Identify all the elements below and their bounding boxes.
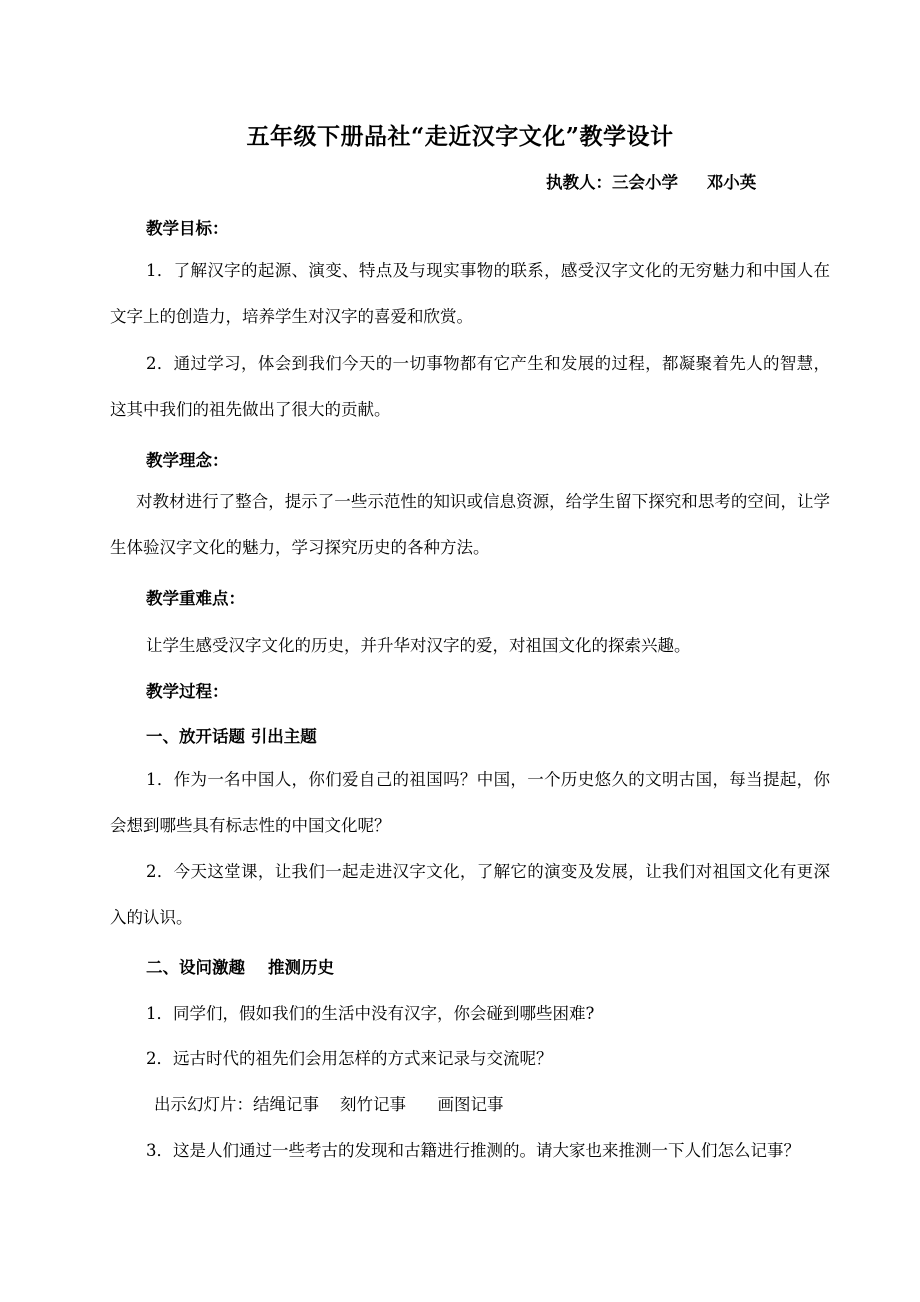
part1-heading: 一、放开话题 引出主题 [146,727,317,746]
goals-heading: 教学目标： [146,219,229,238]
part1-item-2: 2．今天这堂课，让我们一起走进汉字文化，了解它的演变及发展，让我们对祖国文化有更深入的认识。 [110,862,830,927]
keypoints-heading: 教学重难点： [146,589,245,608]
author-line: 执教人：三会小学 邓小英 [546,173,757,192]
part2-item-1: 1．同学们，假如我们的生活中没有汉字，你会碰到哪些困难? [146,1004,595,1023]
part2-item-3: 3．这是人们通过一些考古的发现和古籍进行推测的。请大家也来推测一下人们怎么记事？ [146,1141,800,1160]
document-title: 五年级下册品社“走近汉字文化”教学设计 [246,123,674,150]
goals-item-1: 1．了解汉字的起源、演变、特点及与现实事物的联系，感受汉字文化的无穷魅力和中国人在文字上的创造力，培养学生对汉字的喜爱和欣赏。 [110,261,830,326]
part1-item-1: 1．作为一名中国人，你们爱自己的祖国吗？中国，一个历史悠久的文明古国，每当提起，你会想到哪些具有标志性的中国文化呢？ [110,770,830,835]
part2-item-2: 2．远古时代的祖先们会用怎样的方式来记录与交流呢？ [146,1049,553,1068]
part2-heading: 二、设问激趣 推测历史 [146,958,334,977]
philosophy-heading: 教学理念： [146,451,229,470]
part2-slide-line: 出示幻灯片：结绳记事 刻竹记事 画图记事 [154,1095,504,1114]
goals-item-2: 2．通过学习，体会到我们今天的一切事物都有它产生和发展的过程，都凝聚着先人的智慧，这其中我们的祖先做出了很大的贡献。 [110,354,830,419]
philosophy-text: 对教材进行了整合，提示了一些示范性的知识或信息资源，给学生留下探究和思考的空间，让学生体验汉字文化的魅力，学习探究历史的各种方法。 [110,492,830,557]
keypoints-text: 让学生感受汉字文化的历史，并升华对汉字的爱，对祖国文化的探索兴趣。 [146,636,691,655]
process-heading: 教学过程： [146,682,229,701]
